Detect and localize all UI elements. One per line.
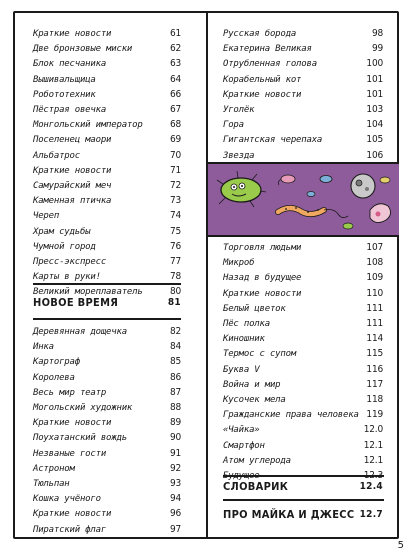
toc-entry <box>223 256 383 270</box>
toc-entry-page: 72 <box>169 180 181 191</box>
toc-entry-title: Термос с супом <box>223 349 297 360</box>
toc-entry-title: Гигантская черепаха <box>223 135 323 146</box>
toc-section-title: ПРО МАЙКА И ДЖЕСС <box>223 508 355 521</box>
toc-entry-page: 87 <box>169 386 181 398</box>
toc-entry-title: Пиратский флаг <box>33 524 107 535</box>
toc-entry <box>33 340 181 354</box>
toc-entry-page: 84 <box>169 341 181 353</box>
toc-entry-page: 62 <box>169 43 181 55</box>
toc-entry-page: 119 <box>366 409 383 421</box>
toc-entry-page: 111 <box>366 318 383 329</box>
toc-entry-title: Краткие новости <box>223 288 302 299</box>
toc-entry-page: 101 <box>366 73 383 85</box>
toc-entry <box>33 507 181 521</box>
toc-entry-title: Пёс полка <box>223 319 270 329</box>
toc-entry <box>33 386 181 400</box>
toc-entry-page: 94 <box>169 493 181 505</box>
toc-entry-page: 69 <box>169 134 181 146</box>
toc-entry-title: Гора <box>223 120 244 131</box>
toc-entry <box>223 241 383 255</box>
section-rule <box>223 475 384 477</box>
toc-entry-title: Буква V <box>223 364 260 375</box>
toc-entry-page: 75 <box>169 225 181 237</box>
toc-entry <box>33 149 181 163</box>
toc-entry-title: Краткие новости <box>33 29 112 39</box>
toc-entry <box>223 480 383 494</box>
toc-entry <box>33 240 181 254</box>
toc-entry <box>223 408 383 422</box>
toc-entry-page: 118 <box>366 394 383 405</box>
toc-entry-title: Могольский художник <box>33 403 133 413</box>
toc-entry-page: 12.7 <box>359 509 383 520</box>
toc-entry-title: Краткие новости <box>33 418 112 429</box>
toc-entry-page: 99 <box>371 43 383 55</box>
toc-entry <box>223 347 383 361</box>
toc-entry-title: «Чайка» <box>223 425 260 436</box>
toc-entry <box>223 317 383 331</box>
toc-entry-title: Звезда <box>223 150 255 161</box>
toc-entry <box>223 88 383 102</box>
toc-entry-page: 80 <box>169 286 181 298</box>
toc-entry <box>33 371 181 385</box>
toc-entry-page: 76 <box>169 240 181 252</box>
toc-entry-title: Краткие новости <box>223 89 302 100</box>
toc-entry-title: Белый цветок <box>223 303 286 314</box>
page-number: 5 <box>397 540 404 551</box>
toc-entry <box>223 149 383 163</box>
toc-entry-title: Деревянная дощечка <box>33 327 127 337</box>
toc-entry <box>33 325 181 339</box>
toc-entry-page: 85 <box>169 356 181 368</box>
toc-entry <box>223 271 383 285</box>
toc-entry <box>223 27 383 41</box>
microbes-drawing <box>208 164 399 235</box>
toc-entry <box>33 88 181 102</box>
toc-entry <box>33 194 181 208</box>
toc-section-title: НОВОЕ ВРЕМЯ <box>33 296 119 309</box>
toc-entry-page: 12.0 <box>363 424 383 436</box>
toc-entry <box>223 508 383 522</box>
toc-entry <box>33 401 181 415</box>
toc-entry-page: 86 <box>169 371 181 383</box>
toc-entry-title: Пёстрая овечка <box>33 105 107 115</box>
toc-entry-title: Гражданские права человека <box>223 410 359 421</box>
toc-entry <box>223 73 383 87</box>
toc-entry-title: Война и мир <box>223 379 281 390</box>
section-rule <box>33 318 181 320</box>
toc-entry-page: 107 <box>366 242 383 253</box>
toc-entry <box>223 454 383 468</box>
toc-entry <box>33 42 181 56</box>
toc-entry-title: Самурайский меч <box>33 181 112 191</box>
toc-entry-title: Уголёк <box>223 105 255 115</box>
toc-entry <box>33 103 181 117</box>
toc-entry-page: 97 <box>169 523 181 535</box>
section-rule <box>33 283 181 285</box>
toc-entry-page: 116 <box>366 363 383 375</box>
toc-entry-title: Картограф <box>33 357 80 368</box>
toc-entry-page: 91 <box>169 447 181 459</box>
microbes-illustration <box>208 162 399 237</box>
toc-entry-page: 81 <box>167 297 181 308</box>
toc-entry-title: Астроном <box>33 463 75 474</box>
toc-entry-title: Пресс-экспресс <box>33 257 107 267</box>
toc-entry-title: Робототехник <box>33 89 96 100</box>
toc-entry-page: 104 <box>366 119 383 131</box>
toc-entry-page: 73 <box>169 195 181 207</box>
toc-entry-title: Череп <box>33 211 60 222</box>
toc-entry <box>223 363 383 377</box>
toc-entry <box>33 179 181 193</box>
column-divider <box>206 11 208 539</box>
toc-entry-page: 71 <box>169 164 181 176</box>
toc-entry-page: 100 <box>366 58 383 70</box>
toc-entry-title: Киношник <box>223 334 265 345</box>
toc-entry-title: Карты в руки! <box>33 272 101 283</box>
toc-section-title: СЛОВАРИК <box>223 480 289 493</box>
toc-entry <box>33 27 181 41</box>
toc-entry-page: 101 <box>366 88 383 100</box>
toc-entry <box>33 477 181 491</box>
toc-entry-page: 70 <box>169 149 181 161</box>
toc-entry-page: 12.4 <box>359 481 383 492</box>
toc-entry-title: Незваные гости <box>33 448 107 459</box>
toc-entry <box>223 332 383 346</box>
toc-entry-title: Торговля людьми <box>223 243 302 253</box>
toc-entry <box>33 462 181 476</box>
toc-entry-title: Отрубленная голова <box>223 59 317 70</box>
toc-entry-page: 12.1 <box>363 439 383 451</box>
toc-entry-page: 77 <box>169 256 181 267</box>
toc-entry-title: Каменная птичка <box>33 196 112 207</box>
section-rule <box>223 499 384 501</box>
toc-entry <box>33 255 181 269</box>
toc-entry-title: Кусочек мела <box>223 395 286 405</box>
toc-entry-page: 92 <box>169 462 181 474</box>
toc-entry <box>33 447 181 461</box>
toc-entry <box>33 416 181 430</box>
toc-entry <box>223 378 383 392</box>
toc-entry-page: 114 <box>366 333 383 345</box>
toc-entry <box>223 118 383 132</box>
toc-entry-title: Смартфон <box>223 440 265 451</box>
toc-entry-title: Екатерина Великая <box>223 44 312 55</box>
toc-entry-page: 117 <box>366 378 383 390</box>
toc-entry-page: 96 <box>169 508 181 520</box>
toc-entry-title: Королева <box>33 372 75 383</box>
toc-entry <box>223 423 383 437</box>
toc-entry-page: 103 <box>366 104 383 115</box>
toc-entry-page: 105 <box>366 134 383 146</box>
toc-entry-page: 109 <box>366 272 383 284</box>
toc-entry-title: Поселенец маори <box>33 135 112 146</box>
toc-entry-page: 74 <box>169 210 181 222</box>
toc-entry-title: Атом углерода <box>223 455 291 466</box>
toc-entry <box>33 431 181 445</box>
toc-entry <box>33 209 181 223</box>
toc-entry-page: 82 <box>169 326 181 337</box>
toc-entry <box>223 57 383 71</box>
toc-entry <box>223 287 383 301</box>
toc-entry-page: 67 <box>169 104 181 115</box>
toc-entry-page: 111 <box>366 302 383 314</box>
toc-entry <box>223 439 383 453</box>
toc-entry-title: Великий мореплаватель <box>33 287 143 298</box>
toc-entry-title: Весь мир театр <box>33 387 107 398</box>
toc-entry <box>223 42 383 56</box>
toc-entry <box>33 225 181 239</box>
toc-entry-page: 78 <box>169 271 181 283</box>
toc-entry <box>223 133 383 147</box>
toc-entry-page: 61 <box>169 28 181 39</box>
toc-entry-page: 63 <box>169 58 181 70</box>
toc-entry-page: 12.1 <box>363 454 383 466</box>
toc-entry-title: Поухатанский вождь <box>33 433 127 444</box>
toc-entry-title: Блок песчаника <box>33 59 107 70</box>
toc-entry-title: Корабельный кот <box>223 74 302 85</box>
toc-entry-page: 115 <box>366 348 383 360</box>
toc-entry <box>33 118 181 132</box>
toc-entry-page: 98 <box>371 28 383 39</box>
toc-entry-title: Альбатрос <box>33 150 80 161</box>
toc-entry-page: 90 <box>169 432 181 444</box>
toc-entry-title: Кошка учёного <box>33 494 101 505</box>
toc-entry-title: Инка <box>33 342 54 353</box>
toc-entry <box>33 164 181 178</box>
toc-entry-page: 106 <box>366 149 383 161</box>
toc-entry <box>33 73 181 87</box>
toc-entry-title: Монгольский император <box>33 120 143 131</box>
toc-entry-page: 64 <box>169 73 181 85</box>
toc-entry-page: 108 <box>366 257 383 269</box>
toc-entry <box>33 355 181 369</box>
toc-entry-title: Русская борода <box>223 29 297 39</box>
toc-entry <box>33 57 181 71</box>
toc-entry-page: 88 <box>169 402 181 413</box>
toc-entry-title: Чумной город <box>33 241 96 252</box>
toc-entry <box>33 133 181 147</box>
toc-entry-title: Тюльпан <box>33 479 70 489</box>
toc-entry-page: 68 <box>169 119 181 131</box>
toc-entry-page: 110 <box>366 287 383 299</box>
toc-entry <box>223 302 383 316</box>
toc-entry-title: Микроб <box>223 258 255 269</box>
toc-entry <box>33 296 181 310</box>
toc-entry-title: Краткие новости <box>33 165 112 176</box>
toc-entry-title: Краткие новости <box>33 509 112 520</box>
toc-entry-title: Вышивальщица <box>33 74 96 85</box>
toc-entry <box>223 393 383 407</box>
toc-entry-title: Две бронзовые миски <box>33 44 133 55</box>
toc-entry-page: 93 <box>169 478 181 489</box>
toc-entry <box>33 523 181 537</box>
toc-entry-title: Назад в будущее <box>223 273 302 284</box>
toc-entry <box>33 492 181 506</box>
toc-entry-page: 66 <box>169 88 181 100</box>
toc-entry-page: 89 <box>169 417 181 429</box>
toc-entry-title: Храм судьбы <box>33 226 91 237</box>
toc-entry <box>223 103 383 117</box>
